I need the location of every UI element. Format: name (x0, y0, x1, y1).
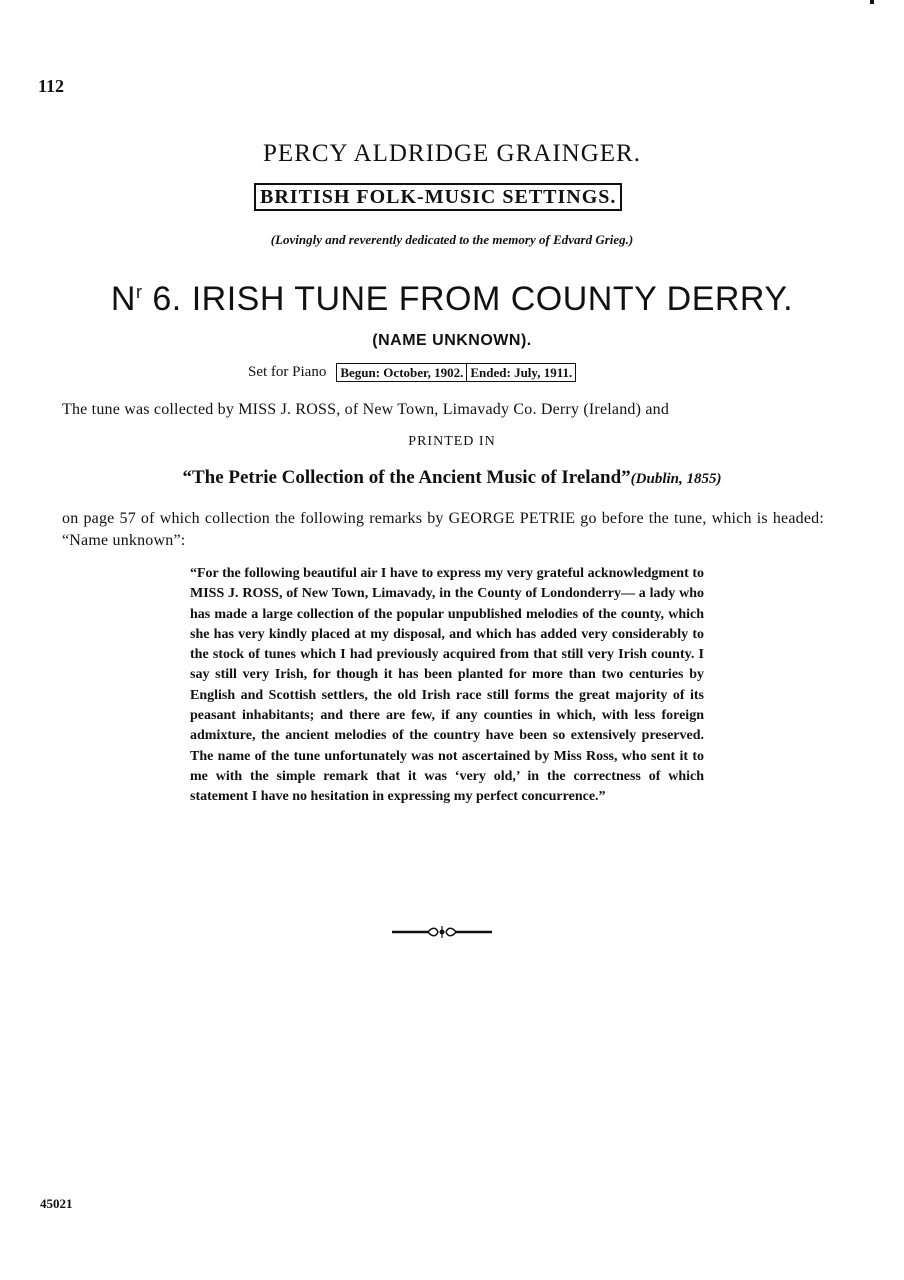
dedication: (Lovingly and reverently dedicated to the memory of Edvard Grieg.) (270, 232, 634, 247)
ornament-divider (390, 924, 494, 940)
ended-date: Ended: July, 1911. (467, 363, 576, 382)
collection-name: “The Petrie Collection of the Ancient Music of Ireland” (182, 467, 631, 488)
collector-intro: The tune was collected by MISS J. ROSS, of New Town, Limavady Co. Derry (Ireland) and (62, 401, 670, 418)
setting-label: Set for Piano (248, 364, 327, 380)
collection-place: (Dublin, 1855) (630, 471, 722, 487)
remarks-intro: on page 57 of which collection the following remarks by GEORGE PETRIE go before the tune, which is headed: “Name unknown”: (62, 510, 824, 549)
title-number-sup: r (135, 282, 143, 302)
title-main: 6. IRISH TUNE FROM COUNTY DERRY. (142, 280, 794, 318)
series-title: BRITISH FOLK-MUSIC SETTINGS. (254, 183, 622, 211)
setting-line (248, 362, 576, 382)
corner-mark (870, 0, 874, 4)
tune-title (0, 280, 904, 319)
subtitle: (NAME UNKNOWN). (372, 332, 532, 349)
collection-title (0, 467, 904, 489)
printed-in-label: PRINTED IN (408, 434, 496, 449)
petrie-quote: “For the following beautiful air I have to express my very grateful acknowledgment to MISS J. ROSS, of New Town, Limavady, in the County of Londonderry— a lady who has made a large collection of the popular unpublished melodies of the county, which she has very kindly placed at my disposal, and which has added very considerably to the stock of tunes which I had previously acquired from that still very Irish county. I say still very Irish, for though it has been planted for more than two centuries by English and Scottish settlers, the old Irish race still forms the great majority of its peasant inhabitants; and there are few, if any counties in which, with less foreign admixture, the ancient melodies of the country have been so extensively preserved. The name of the tune unfortunately was not ascertained by Miss Ross, who sent it to me with the simple remark that it was ‘very old,’ in the correctness of which statement I have no hesitation in expressing my perfect concurrence.” (190, 566, 704, 805)
begun-date: Begun: October, 1902. (336, 363, 467, 382)
plate-number: 45021 (40, 1196, 73, 1211)
title-number-prefix: N (110, 280, 136, 318)
composer-name: PERCY ALDRIDGE GRAINGER. (263, 140, 641, 167)
page-number: 112 (38, 76, 65, 96)
